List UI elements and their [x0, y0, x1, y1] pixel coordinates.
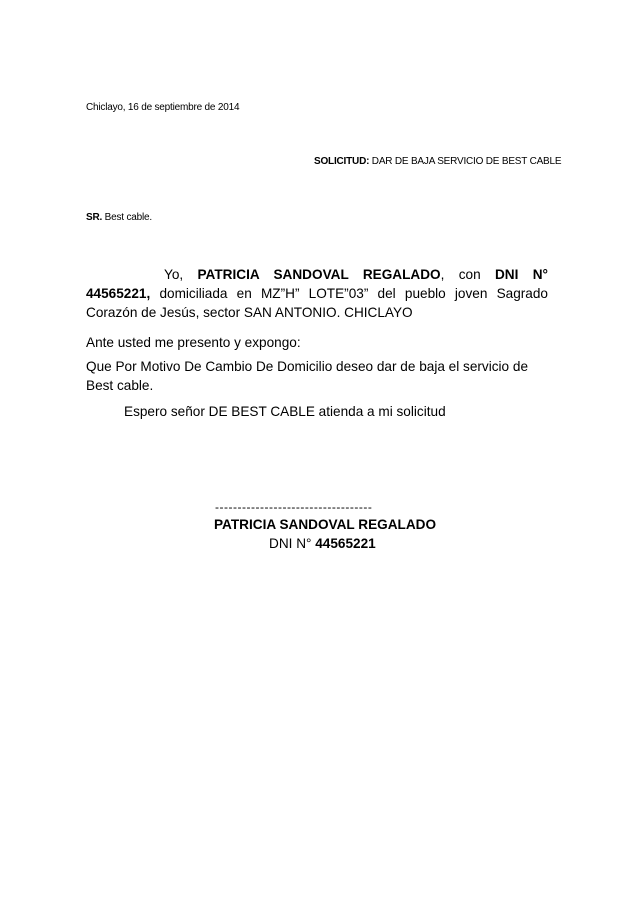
addressee-text: Best cable. [102, 212, 152, 223]
paragraph-introduction [86, 265, 548, 322]
signature-dni-label: DNI N° [269, 536, 316, 551]
paragraph-presentation: Ante usted me presento y expongo: [86, 335, 301, 350]
addressee [86, 212, 152, 223]
addressee-label: SR. [86, 212, 103, 223]
applicant-address: domiciliada en MZ”H” LOTE”03” del pueblo joven Sagrado Corazón de Jesús, sector SAN ANTONIO. CHICLAYO [86, 286, 548, 320]
subject-label: SOLICITUD: [314, 156, 370, 167]
applicant-dni: DNI N° 44565221, [86, 267, 548, 301]
signature-dni [269, 534, 376, 553]
subject-line [314, 156, 561, 167]
paragraph-closing: Espero señor DE BEST CABLE atienda a mi solicitud [124, 404, 446, 419]
signature-line: ----------------------------------- [215, 500, 373, 514]
subject-text: DAR DE BAJA SERVICIO DE BEST CABLE [369, 156, 562, 167]
intro-mid: , con [440, 267, 495, 282]
intro-lead: Yo, [164, 267, 198, 282]
signature-name-text: PATRICIA SANDOVAL REGALADO [214, 517, 437, 532]
place-date: Chiclayo, 16 de septiembre de 2014 [86, 102, 240, 113]
signature-dni-value: 44565221 [315, 536, 376, 551]
signature-name [214, 515, 436, 534]
applicant-name: PATRICIA SANDOVAL REGALADO [197, 267, 441, 282]
paragraph-request: Que Por Motivo De Cambio De Domicilio deseo dar de baja el servicio de Best cable. [86, 359, 529, 393]
